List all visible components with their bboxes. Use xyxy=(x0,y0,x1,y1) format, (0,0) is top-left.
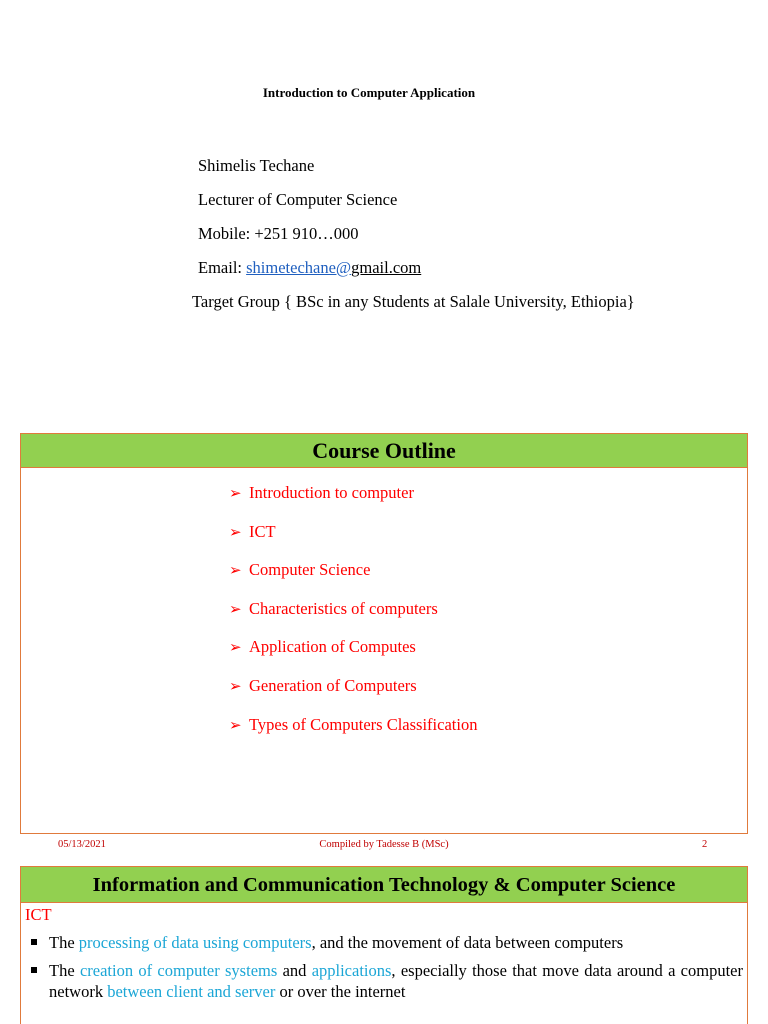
bullet-text: , especially those that move data around a computer network xyxy=(49,960,743,1001)
ict-bullet-item xyxy=(29,960,743,1003)
course-outline-slide xyxy=(20,433,748,834)
outline-item xyxy=(229,483,477,522)
author-position: Lecturer of Computer Science xyxy=(198,190,398,209)
bullet-text: and xyxy=(277,960,312,980)
bullet-text: , and the movement of data between computers xyxy=(311,933,624,952)
footer-date: 05/13/2021 xyxy=(58,839,106,850)
outline-item xyxy=(229,715,477,754)
ict-subtitle: ICT xyxy=(25,905,52,924)
outline-item-label: Introduction to computer xyxy=(249,483,414,502)
outline-item xyxy=(229,676,477,715)
outline-item-label: Types of Computers Classification xyxy=(249,714,478,734)
bullet-text: or over the internet xyxy=(275,982,406,1001)
email-label: Email: xyxy=(198,258,247,277)
arrow-right-icon: ➢ xyxy=(229,638,242,657)
outline-item xyxy=(229,599,477,638)
arrow-right-icon: ➢ xyxy=(229,484,242,502)
course-outline-list xyxy=(229,483,477,753)
footer-author: Compiled by Tadesse B (MSc) xyxy=(319,839,449,850)
outline-item xyxy=(229,522,477,561)
arrow-right-icon: ➢ xyxy=(229,715,242,734)
ict-slide xyxy=(20,866,748,1024)
bullet-highlight: applications xyxy=(311,960,392,980)
arrow-right-icon: ➢ xyxy=(229,599,242,618)
slide-footer xyxy=(20,839,748,855)
outline-item-label: Application of Computes xyxy=(249,637,416,657)
footer-page-number: 2 xyxy=(702,839,708,850)
outline-item-label: Generation of Computers xyxy=(249,675,417,695)
author-mobile: Mobile: +251 910…000 xyxy=(198,224,359,243)
ict-slide-heading: Information and Communication Technology & Computer Science xyxy=(21,867,747,903)
square-bullet-icon xyxy=(31,939,37,945)
ict-bullet-item xyxy=(29,932,743,954)
email-domain: gmail.com xyxy=(351,258,422,277)
outline-item-label: ICT xyxy=(249,521,276,541)
outline-item xyxy=(229,637,477,676)
bullet-highlight: between client and server xyxy=(107,982,276,1001)
bullet-text: The xyxy=(49,960,80,980)
bullet-text: The xyxy=(49,933,79,952)
arrow-right-icon: ➢ xyxy=(229,561,242,580)
square-bullet-icon xyxy=(31,967,37,973)
author-name: Shimelis Techane xyxy=(198,156,315,175)
outline-item-label: Characteristics of computers xyxy=(249,598,438,618)
author-email xyxy=(198,258,421,278)
bullet-highlight: creation of computer systems xyxy=(79,960,278,980)
target-group: Target Group { BSc in any Students at Salale University, Ethiopia} xyxy=(192,292,635,311)
ict-bullet-list xyxy=(29,932,743,1009)
arrow-right-icon: ➢ xyxy=(229,676,242,695)
email-link[interactable]: shimetechane@ xyxy=(246,258,352,277)
course-outline-heading: Course Outline xyxy=(21,434,747,468)
document-title: Introduction to Computer Application xyxy=(262,85,476,100)
outline-item-label: Computer Science xyxy=(249,560,371,580)
arrow-right-icon: ➢ xyxy=(229,522,242,541)
bullet-highlight: processing of data using computers xyxy=(78,933,312,952)
outline-item xyxy=(229,560,477,599)
